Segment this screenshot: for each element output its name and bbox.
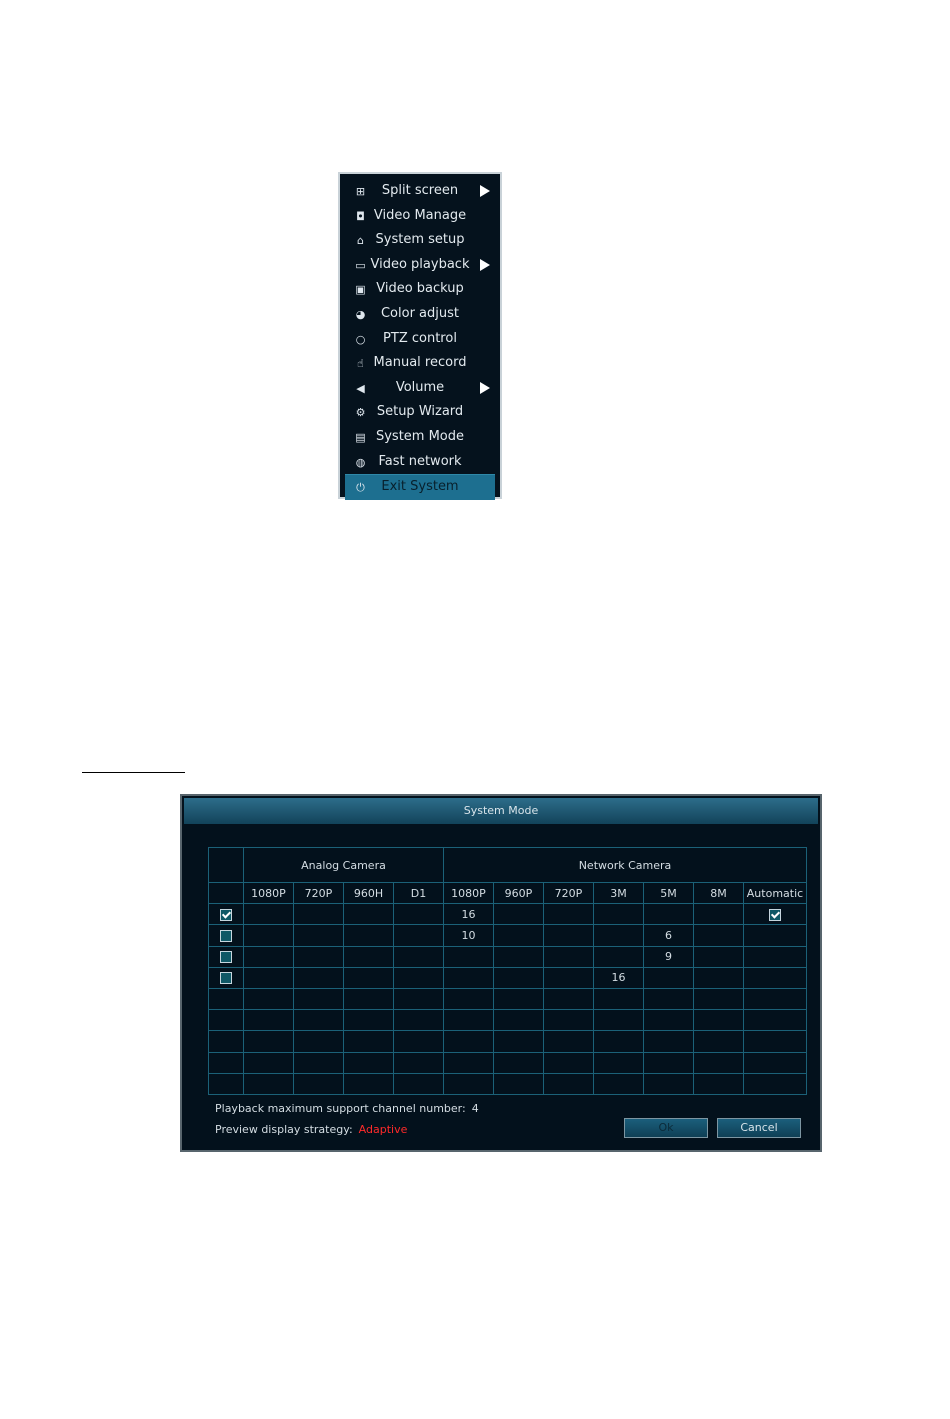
menu-item-label: Video Manage xyxy=(373,207,467,223)
network-cell xyxy=(694,925,744,946)
dialog-title: System Mode xyxy=(184,798,818,824)
analog-camera-header: Analog Camera xyxy=(244,848,444,883)
empty-cell xyxy=(444,1010,494,1031)
network-cell xyxy=(644,967,694,988)
empty-cell xyxy=(444,988,494,1009)
row-select-cell xyxy=(209,946,244,967)
submenu-arrow-icon xyxy=(480,185,490,197)
empty-cell xyxy=(209,1073,244,1094)
menu-item-manual-record[interactable] xyxy=(340,351,500,376)
empty-cell xyxy=(644,1052,694,1073)
menu-item-exit-system[interactable] xyxy=(345,474,495,500)
menu-item-label: Video playback xyxy=(370,256,470,272)
network-camera-header: Network Camera xyxy=(444,848,807,883)
corner-cell xyxy=(209,883,244,904)
menu-item-label: Manual record xyxy=(373,355,467,371)
empty-cell xyxy=(744,1010,807,1031)
analog-cell xyxy=(244,946,294,967)
menu-item-ptz-control[interactable] xyxy=(340,327,500,352)
row-select-checkbox[interactable] xyxy=(220,909,232,921)
empty-cell xyxy=(694,1052,744,1073)
playback-channel-value: 4 xyxy=(471,1102,479,1115)
submenu-arrow-icon xyxy=(480,259,490,271)
network-column-header: 1080P xyxy=(444,883,494,904)
empty-cell xyxy=(694,1010,744,1031)
globe-icon: ◍ xyxy=(355,455,366,469)
menu-item-video-manage[interactable] xyxy=(340,204,500,229)
analog-cell xyxy=(394,925,444,946)
empty-cell xyxy=(244,988,294,1009)
empty-cell xyxy=(394,1010,444,1031)
analog-column-header: 720P xyxy=(294,883,344,904)
analog-cell xyxy=(344,925,394,946)
empty-cell xyxy=(494,988,544,1009)
empty-cell xyxy=(344,988,394,1009)
empty-cell xyxy=(209,1052,244,1073)
network-cell xyxy=(594,946,644,967)
network-cell xyxy=(644,904,694,925)
empty-cell xyxy=(209,1031,244,1052)
empty-cell xyxy=(594,988,644,1009)
empty-cell xyxy=(394,1073,444,1094)
home-icon: ⌂ xyxy=(357,234,364,248)
empty-cell xyxy=(544,1031,594,1052)
empty-cell xyxy=(209,1010,244,1031)
empty-cell xyxy=(494,1031,544,1052)
network-column-header: 8M xyxy=(694,883,744,904)
empty-cell xyxy=(744,1031,807,1052)
gears-icon: ⚙ xyxy=(355,406,366,420)
floppy-disk-icon: ▣ xyxy=(355,283,366,297)
menu-item-label: Video backup xyxy=(376,281,464,297)
network-cell xyxy=(544,967,594,988)
network-cell xyxy=(544,904,594,925)
table-row xyxy=(209,1010,807,1031)
split-screen-icon: ⊞ xyxy=(355,185,366,198)
network-cell: 6 xyxy=(644,925,694,946)
camera-icon: ◘ xyxy=(356,209,365,223)
empty-cell xyxy=(544,988,594,1009)
menu-item-volume[interactable] xyxy=(340,376,500,401)
empty-cell xyxy=(644,988,694,1009)
row-select-checkbox[interactable] xyxy=(220,972,232,984)
network-cell: 9 xyxy=(644,946,694,967)
empty-cell xyxy=(344,1073,394,1094)
automatic-cell xyxy=(744,925,807,946)
empty-cell xyxy=(344,1031,394,1052)
empty-cell xyxy=(494,1052,544,1073)
automatic-cell xyxy=(744,967,807,988)
network-cell xyxy=(444,946,494,967)
empty-cell xyxy=(344,1010,394,1031)
analog-cell xyxy=(394,904,444,925)
empty-cell xyxy=(594,1031,644,1052)
network-column-header: 720P xyxy=(544,883,594,904)
menu-item-label: Setup Wizard xyxy=(376,404,464,420)
menu-item-setup-wizard[interactable] xyxy=(340,400,500,425)
table-row xyxy=(209,904,807,925)
network-cell xyxy=(494,904,544,925)
film-icon: ▭ xyxy=(355,258,366,272)
menu-item-label: Split screen xyxy=(381,183,459,198)
network-cell xyxy=(694,967,744,988)
analog-cell xyxy=(294,904,344,925)
empty-cell xyxy=(644,1073,694,1094)
automatic-cell xyxy=(744,904,807,925)
empty-cell xyxy=(694,1073,744,1094)
empty-cell xyxy=(494,1073,544,1094)
network-cell xyxy=(694,904,744,925)
network-cell xyxy=(694,946,744,967)
table-row xyxy=(209,925,807,946)
table-row xyxy=(209,1073,807,1094)
analog-cell xyxy=(294,946,344,967)
empty-cell xyxy=(444,1073,494,1094)
color-wheel-icon: ◕ xyxy=(355,307,366,321)
network-cell xyxy=(594,925,644,946)
menu-item-fast-network[interactable] xyxy=(340,450,500,475)
group-header-row xyxy=(209,848,807,883)
empty-cell xyxy=(394,1052,444,1073)
context-menu xyxy=(338,172,502,499)
menu-item-label: Fast network xyxy=(378,453,462,469)
automatic-checkbox[interactable] xyxy=(769,909,781,921)
ptz-ring-icon: ○ xyxy=(355,332,366,346)
network-cell xyxy=(494,925,544,946)
analog-cell xyxy=(344,946,394,967)
row-select-cell xyxy=(209,904,244,925)
analog-column-header: 960H xyxy=(344,883,394,904)
menu-item-system-setup[interactable] xyxy=(340,228,500,253)
empty-cell xyxy=(244,1031,294,1052)
menu-item-system-mode[interactable] xyxy=(340,425,500,450)
empty-cell xyxy=(344,1052,394,1073)
network-column-header: 960P xyxy=(494,883,544,904)
table-row xyxy=(209,988,807,1009)
row-select-cell xyxy=(209,925,244,946)
analog-column-header: D1 xyxy=(394,883,444,904)
empty-cell xyxy=(544,1052,594,1073)
analog-cell xyxy=(294,967,344,988)
row-select-checkbox[interactable] xyxy=(220,951,232,963)
column-header-row xyxy=(209,883,807,904)
table-row xyxy=(209,1031,807,1052)
document-icon: ▤ xyxy=(355,430,366,444)
empty-cell xyxy=(644,1031,694,1052)
analog-cell xyxy=(294,925,344,946)
empty-cell xyxy=(694,988,744,1009)
menu-item-split-screen[interactable] xyxy=(340,179,500,204)
empty-cell xyxy=(694,1031,744,1052)
automatic-column-header: Automatic xyxy=(744,883,807,904)
row-select-cell xyxy=(209,967,244,988)
analog-cell xyxy=(394,946,444,967)
empty-cell xyxy=(294,1052,344,1073)
empty-cell xyxy=(244,1073,294,1094)
table-row xyxy=(209,967,807,988)
mode-table-container xyxy=(208,847,807,1095)
empty-cell xyxy=(294,1073,344,1094)
network-cell: 16 xyxy=(594,967,644,988)
analog-cell xyxy=(344,967,394,988)
network-cell xyxy=(444,967,494,988)
corner-cell xyxy=(209,848,244,883)
empty-cell xyxy=(594,1073,644,1094)
empty-cell xyxy=(394,988,444,1009)
menu-item-label: Volume xyxy=(395,379,445,395)
empty-cell xyxy=(744,988,807,1009)
empty-cell xyxy=(294,1010,344,1031)
analog-cell xyxy=(244,925,294,946)
network-cell: 10 xyxy=(444,925,494,946)
preview-strategy-label: Preview display strategy: xyxy=(215,1123,353,1136)
analog-column-header: 1080P xyxy=(244,883,294,904)
analog-cell xyxy=(244,904,294,925)
playback-channel-label: Playback maximum support channel number: xyxy=(215,1102,466,1115)
menu-item-color-adjust[interactable] xyxy=(340,302,500,327)
preview-strategy-value[interactable]: Adaptive xyxy=(358,1123,408,1136)
ok-button[interactable]: Ok xyxy=(624,1118,708,1138)
empty-cell xyxy=(594,1010,644,1031)
table-row xyxy=(209,946,807,967)
playback-channel-info xyxy=(215,1102,479,1115)
network-cell xyxy=(544,925,594,946)
network-cell: 16 xyxy=(444,904,494,925)
network-column-header: 3M xyxy=(594,883,644,904)
empty-cell xyxy=(444,1052,494,1073)
menu-item-label: Color adjust xyxy=(380,305,459,321)
empty-cell xyxy=(244,1010,294,1031)
submenu-arrow-icon xyxy=(480,382,490,394)
analog-cell xyxy=(344,904,394,925)
empty-cell xyxy=(294,988,344,1009)
menu-item-label: System setup xyxy=(375,232,465,248)
network-column-header: 5M xyxy=(644,883,694,904)
mode-table xyxy=(208,847,807,1095)
menu-item-video-backup[interactable] xyxy=(340,277,500,302)
menu-item-video-playback[interactable] xyxy=(340,253,500,278)
analog-cell xyxy=(394,967,444,988)
empty-cell xyxy=(444,1031,494,1052)
empty-cell xyxy=(244,1052,294,1073)
hand-pointer-icon: ☝ xyxy=(357,357,364,371)
menu-item-label: System Mode xyxy=(375,428,465,444)
network-cell xyxy=(494,967,544,988)
network-cell xyxy=(494,946,544,967)
row-select-checkbox[interactable] xyxy=(220,930,232,942)
empty-cell xyxy=(209,988,244,1009)
empty-cell xyxy=(544,1073,594,1094)
menu-item-label: PTZ control xyxy=(383,330,457,346)
network-cell xyxy=(594,904,644,925)
power-icon: ⏻ xyxy=(356,481,365,495)
empty-cell xyxy=(744,1073,807,1094)
empty-cell xyxy=(544,1010,594,1031)
cancel-button[interactable]: Cancel xyxy=(717,1118,801,1138)
empty-cell xyxy=(394,1031,444,1052)
speaker-icon: ◀ xyxy=(356,381,365,395)
empty-cell xyxy=(494,1010,544,1031)
menu-item-label: Exit System xyxy=(381,479,459,495)
table-row xyxy=(209,1052,807,1073)
empty-cell xyxy=(644,1010,694,1031)
analog-cell xyxy=(244,967,294,988)
section-divider xyxy=(82,772,185,773)
network-cell xyxy=(544,946,594,967)
empty-cell xyxy=(294,1031,344,1052)
empty-cell xyxy=(744,1052,807,1073)
automatic-cell xyxy=(744,946,807,967)
system-mode-dialog xyxy=(180,794,822,1152)
preview-strategy-info xyxy=(215,1123,407,1136)
empty-cell xyxy=(594,1052,644,1073)
